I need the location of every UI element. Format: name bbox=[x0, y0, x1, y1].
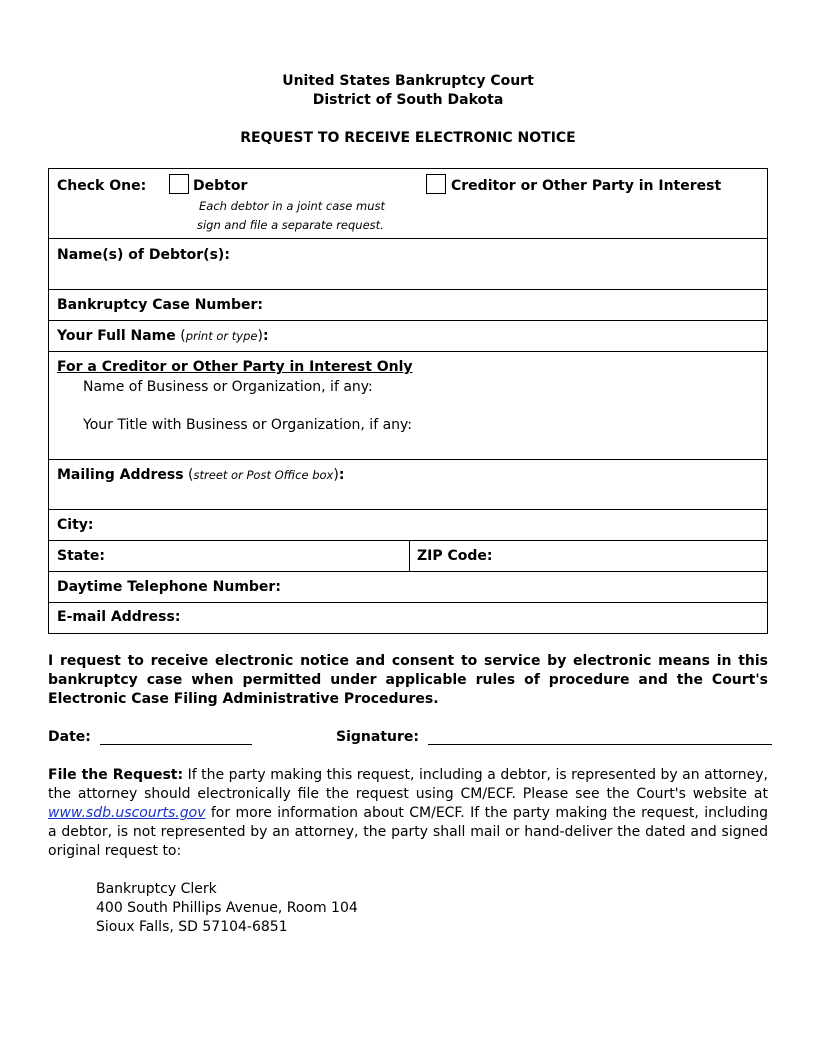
signature-label: Signature: bbox=[336, 729, 419, 745]
form-title: REQUEST TO RECEIVE ELECTRONIC NOTICE bbox=[240, 130, 576, 146]
email-label: E-mail Address: bbox=[57, 609, 181, 625]
business-title-label[interactable]: Your Title with Business or Organization, if any: bbox=[83, 417, 413, 433]
court-website-link[interactable]: www.sdb.uscourts.gov bbox=[48, 805, 206, 821]
district-name: District of South Dakota bbox=[312, 92, 504, 108]
case-number-label: Bankruptcy Case Number: bbox=[57, 297, 263, 313]
court-name: United States Bankruptcy Court bbox=[282, 73, 534, 89]
business-name-label[interactable]: Name of Business or Organization, if any: bbox=[83, 379, 373, 395]
creditor-label: Creditor or Other Party in Interest bbox=[451, 178, 722, 194]
full-name-label-group: Your Full Name (print or type): bbox=[57, 328, 269, 344]
creditor-section-title: For a Creditor or Other Party in Interest Only bbox=[57, 359, 413, 375]
phone-row[interactable] bbox=[49, 572, 767, 603]
zip-label[interactable]: ZIP Code: bbox=[417, 548, 493, 564]
file-request-paragraph bbox=[48, 766, 768, 861]
state-zip-divider bbox=[409, 541, 410, 571]
mailing-address-row[interactable] bbox=[49, 460, 767, 510]
date-field[interactable] bbox=[48, 728, 252, 745]
check-one-label: Check One: bbox=[57, 178, 147, 194]
case-number-row[interactable] bbox=[49, 290, 767, 321]
mailing-label-group: Mailing Address (street or Post Office box): bbox=[57, 467, 345, 483]
state-zip-row bbox=[49, 541, 767, 572]
state-label[interactable]: State: bbox=[57, 548, 106, 564]
clerk-address bbox=[96, 880, 358, 937]
full-name-label: Your Full Name bbox=[57, 328, 176, 344]
date-line[interactable] bbox=[100, 728, 252, 745]
address-line-1: Bankruptcy Clerk bbox=[96, 881, 217, 897]
address-line-3: Sioux Falls, SD 57104-6851 bbox=[96, 919, 288, 935]
debtor-names-row[interactable] bbox=[49, 239, 767, 290]
city-row[interactable] bbox=[49, 510, 767, 541]
mailing-label: Mailing Address bbox=[57, 467, 184, 483]
full-name-note: print or type bbox=[185, 329, 258, 343]
file-request-text-2: for more information about CM/ECF. If the party making the request, including a debtor, is not represented by an attorney, the party shall mail or hand-deliver the dated and signed original request to: bbox=[48, 805, 769, 859]
debtor-checkbox[interactable] bbox=[169, 174, 189, 194]
consent-statement: I request to receive electronic notice and consent to service by electronic means in this bankruptcy case when permitted under applicable rules of procedure and the Court's Electronic Case Filing Administrative Procedures. bbox=[48, 653, 768, 707]
debtor-label: Debtor bbox=[193, 178, 248, 194]
debtor-names-label: Name(s) of Debtor(s): bbox=[57, 247, 230, 263]
request-form-table bbox=[48, 168, 768, 634]
date-label: Date: bbox=[48, 729, 91, 745]
file-request-text-1: If the party making this request, including a debtor, is represented by an attorney, the attorney should electronically file the request using CM/ECF. Please see the Court's website at bbox=[48, 767, 768, 802]
city-label: City: bbox=[57, 517, 94, 533]
file-request-label: File the Request: bbox=[48, 767, 184, 783]
debtor-note-line1: Each debtor in a joint case must bbox=[199, 199, 385, 213]
signature-field[interactable] bbox=[336, 728, 772, 745]
check-one-row bbox=[49, 169, 767, 239]
creditor-checkbox[interactable] bbox=[426, 174, 446, 194]
mailing-note: street or Post Office box bbox=[193, 468, 334, 482]
full-name-row[interactable] bbox=[49, 321, 767, 352]
email-row[interactable] bbox=[49, 603, 767, 633]
debtor-note-line2: sign and file a separate request. bbox=[197, 218, 384, 232]
phone-label: Daytime Telephone Number: bbox=[57, 579, 281, 595]
signature-line[interactable] bbox=[428, 728, 772, 745]
address-line-2: 400 South Phillips Avenue, Room 104 bbox=[96, 900, 358, 916]
creditor-section-row bbox=[49, 352, 767, 460]
